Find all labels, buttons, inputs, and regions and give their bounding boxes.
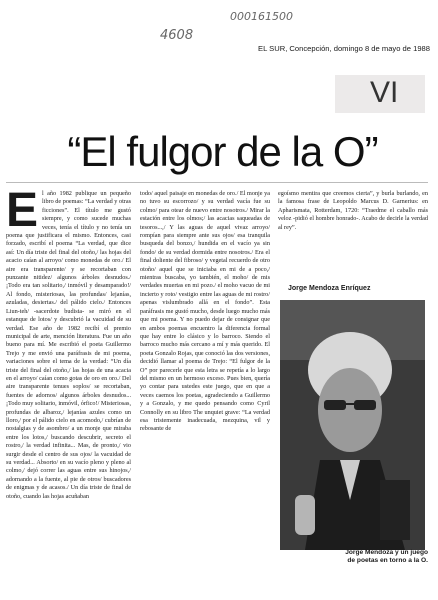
article-column-2 xyxy=(140,190,270,595)
portrait-illustration xyxy=(280,300,425,550)
dateline: EL SUR, Concepción, domingo 8 de mayo de 1988 xyxy=(258,44,430,53)
author-photo xyxy=(280,300,425,550)
photo-credit: Jorge Mendoza Enríquez xyxy=(288,285,371,292)
column-2-text: todo/ aquel paisaje en monedas de oro./ El monje ya no tuvo su escorrozo/ y su verdad vacía fue su colmo/ para otear de nuevo entre nosotros./ Mirar la estación entre los olmos;/ las acacias saqueadas de tesoros...,/ Y las aguas de aquel vivaz arroyo/ rompían para siempre ante sus ojos/ esa tranquila busqueda del bonzo,/ hundida en el vacío ya sin fondo/ de su verdad dormida entre nosotros./ Era el final doliente del fibroso/ y vegetal recuerdo de otro otoño/ aquel que se iniciaba en mi de a poco,/ mientras buscaba, yo también, el moho/ de mis verdades muertas en mi pozo./ el moho vacuo de mi incierto y roto/ vestigio entre las aguas de mi rostro/ apenas vislumbrado allá en el fondo”. Esta paráfrasis me gustó mucho, desde luego mucho más que mi poema. Y no puedo dejar de consignar que en ambos poemas encuentro la diferencia formal que hay entre lo clásico y lo barroco. Siendo el barroco mucho más cercano a mí y más querido. El poeta Gonzalo Rojas, que conoció las dos versiones, decidió llamar al poema de Trejo: “El fulgor de la O” por parecerle que esta letra se repetía a lo largo del mismo en un hermoso exceso. Pues bien, quería yo contar para ustedes este juego, que en que a veces caemos los poetas, agradeciendo a Guillermo y a Gonzalo, y me quedo pensando como Cyril Connolly en su libro The unquiet grave: “La verdad esa tristemente inadecuada, mezquina, vil y rebosante de xyxy=(140,190,270,433)
handwritten-archive-number: 000161500 xyxy=(230,10,293,23)
drop-cap: E xyxy=(6,190,39,237)
article-title: “El fulgor de la O” xyxy=(67,128,378,175)
column-3-text: egoísmo mentira que creemos cierta”, y burla burlando, en la famosa frase de Leopoldo Marcus D. Garnerius: en Apharismata, Rotterdam, 1720: “Traedme el caballo más veloz -pidió el hombre honrado-. Acabo de decirle la verdad al rey”. xyxy=(278,190,428,231)
photo-caption: Jorge Mendoza y un juego de poetas en torno a la O. xyxy=(345,549,428,564)
column-1-text: l año 1982 publique un pequeño libro de poemas: “La verdad y otras ficciones”. El título me gustó siempre, y como sucede muchas veces, tenía el título y no tenía un poema que justificara el mismo. Entonces, casi forzado, escribí el poema “La verdad, que dice así: Un día triste del final del otoño,/ las hojas del acacio caían al arroyo/ como monedas de oro./ El aire era transparente/ y se recortaban con punzante nitidez/ algunos árboles desnudos./ ¡Todo era tan solitario,/ inmóvil y desamparado!/ Al fondo, misteriosas, las profundas/ lejanías, azuladas, desiertas./ del pálido cielo./ Entonces Liun-teh/ -sacerdote budista- se miró en el estanque de lotos/ y descubrió la vacuidad de su verdad. Ese año de 1982 recibí el premio municipal de arte, mención literatura. Fue un año bueno para mí. Me escribió el poeta Guillermo Trejo y me envió una paráfrasis de mi poema, variaciones sobre el tema de la verdad: “Un día triste del final del otoño,/ las hojas de una acacia en el arroyo/ caían como gotas de oro en oro./ Del aire transparente tenues soplos/ se recortaban, fuentes de adornos/ algunos árboles desnudos... ¡Todo muy solitario, inmóvil, órfico!/ Misteriosas, profundas de albaroz,/ lejanías azules como un lloro,/ por el pálido cielo en acomodo,/ cubrían de nostalgias y de asombro/ a un monje que miraba entre los lotos,/ buscando descubrir, secreto el rostro,/ la verdad infinita... Mas, de pronto,/ vio surgir desde el centro de sus ojos/ la vacuidad de su verdad... Absorto/ en su vacío pleno y pleno al colmo,/ dejó correr las aguas entre sus hinojos,/ adornando a la fuente, al pie de otros/ buscadores de enigmas y de acasos./ Un día triste de final de otoño, cuando las hojas acuñaban xyxy=(6,190,131,500)
article-column-3 xyxy=(278,190,428,280)
article-column-1 xyxy=(6,190,131,595)
section-number: VI xyxy=(370,76,399,109)
handwritten-note: 4608 xyxy=(160,28,194,43)
title-divider xyxy=(6,182,428,183)
